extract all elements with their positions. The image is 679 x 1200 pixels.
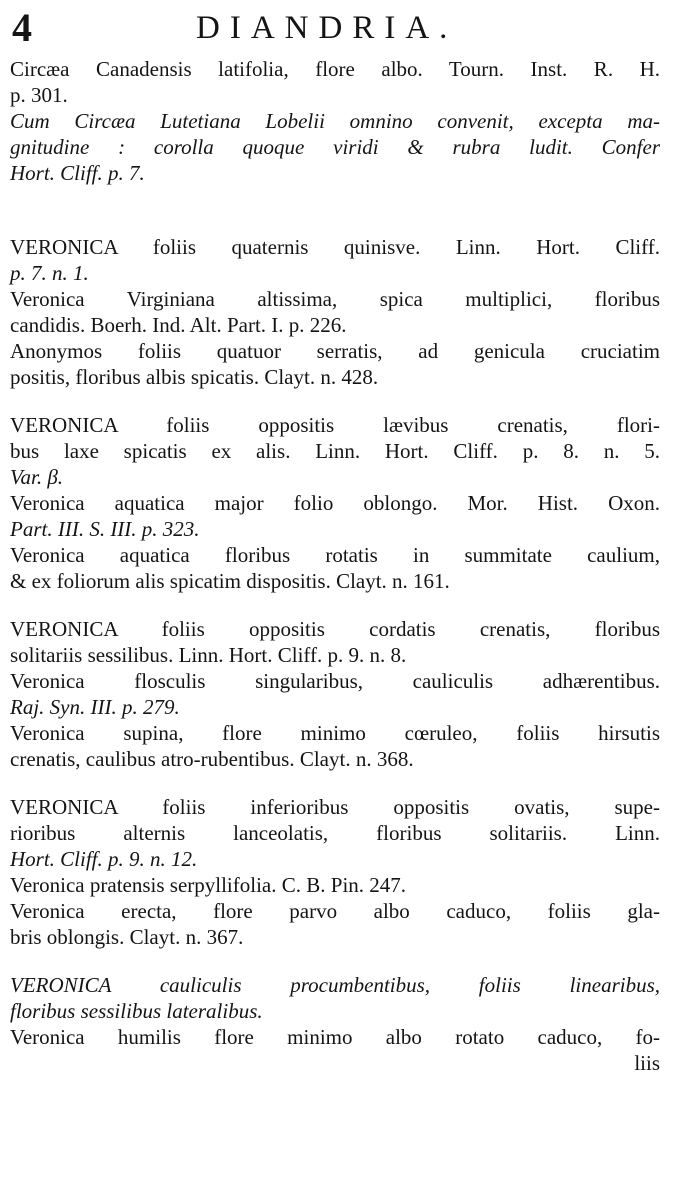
- page-body: [10, 56, 660, 1076]
- entry-veronica-4: [10, 794, 660, 950]
- text-line: Cum Circæa Lutetiana Lobelii omnino convenit, excepta ma-: [10, 109, 660, 133]
- text-line: Veronica pratensis serpyllifolia. C. B. Pin. 247.: [10, 873, 407, 897]
- entry-spacer: [10, 390, 660, 412]
- text-line: p. 7. n. 1.: [10, 261, 89, 285]
- text-line: Anonymos foliis quatuor serratis, ad genicula cruciatim: [10, 339, 660, 363]
- text-line: Veronica aquatica floribus rotatis in summitate caulium,: [10, 543, 660, 567]
- entry-spacer: [10, 772, 660, 794]
- catchword: liis: [634, 1051, 660, 1075]
- text-line: bris oblongis. Clayt. n. 367.: [10, 925, 244, 949]
- entry-veronica-2: [10, 412, 660, 594]
- entry-spacer: [10, 950, 660, 972]
- entry-heading-line: VERONICA foliis quaternis quinisve. Linn. Hort. Cliff.: [10, 235, 660, 259]
- text-line: Var. β.: [10, 465, 64, 489]
- text-line: Veronica flosculis singularibus, cauliculis adhærentibus.: [10, 669, 660, 693]
- entry-spacer: [10, 594, 660, 616]
- text-line: Veronica Virginiana altissima, spica multiplici, floribus: [10, 287, 660, 311]
- text-line: floribus sessilibus lateralibus.: [10, 999, 263, 1023]
- text-line: Raj. Syn. III. p. 279.: [10, 695, 180, 719]
- text-line: Circæa Canadensis latifolia, flore albo. Tourn. Inst. R. H.: [10, 57, 660, 81]
- entry-circaea: [10, 56, 660, 186]
- text-line: solitariis sessilibus. Linn. Hort. Cliff. p. 9. n. 8.: [10, 643, 407, 667]
- text-line: & ex foliorum alis spicatim dispositis. Clayt. n. 161.: [10, 569, 450, 593]
- text-line: candidis. Boerh. Ind. Alt. Part. I. p. 226.: [10, 313, 347, 337]
- entry-spacer: [10, 186, 660, 234]
- entry-veronica-5: [10, 972, 660, 1076]
- text-line: rioribus alternis lanceolatis, floribus solitariis. Linn.: [10, 821, 660, 845]
- text-line: Hort. Cliff. p. 7.: [10, 161, 145, 185]
- running-title: DIANDRIA.: [196, 10, 458, 46]
- entry-veronica-3: [10, 616, 660, 772]
- text-line: p. 301.: [10, 83, 68, 107]
- page-number: 4: [12, 5, 32, 50]
- text-line: Veronica supina, flore minimo cœruleo, foliis hirsutis: [10, 721, 660, 745]
- text-line: Veronica aquatica major folio oblongo. Mor. Hist. Oxon.: [10, 491, 660, 515]
- entry-heading-line: VERONICA foliis oppositis lævibus crenatis, flori-: [10, 413, 660, 437]
- entry-heading-line: VERONICA foliis inferioribus oppositis ovatis, supe-: [10, 795, 660, 819]
- text-line: positis, floribus albis spicatis. Clayt. n. 428.: [10, 365, 379, 389]
- entry-heading-line: VERONICA foliis oppositis cordatis crenatis, floribus: [10, 617, 660, 641]
- text-line: Veronica humilis flore minimo albo rotato caduco, fo-: [10, 1025, 660, 1049]
- text-line: Veronica erecta, flore parvo albo caduco, foliis gla-: [10, 899, 660, 923]
- entry-veronica-1: [10, 234, 660, 390]
- text-line: gnitudine : corolla quoque viridi & rubra ludit. Confer: [10, 135, 660, 159]
- text-line: Hort. Cliff. p. 9. n. 12.: [10, 847, 198, 871]
- page-header: [10, 6, 670, 50]
- text-line: Part. III. S. III. p. 323.: [10, 517, 200, 541]
- entry-heading-line: VERONICA cauliculis procumbentibus, foliis linearibus,: [10, 973, 660, 997]
- text-line: bus laxe spicatis ex alis. Linn. Hort. Cliff. p. 8. n. 5.: [10, 439, 660, 463]
- text-line: crenatis, caulibus atro-rubentibus. Clayt. n. 368.: [10, 747, 414, 771]
